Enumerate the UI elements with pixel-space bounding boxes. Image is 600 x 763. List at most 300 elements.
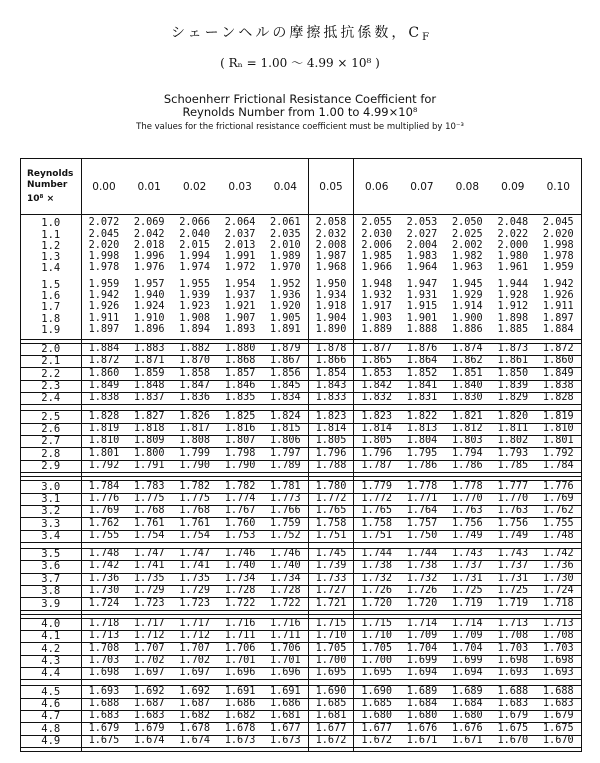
- coefficient-cell: 1.683: [490, 698, 535, 710]
- coefficient-cell: 1.978: [542, 251, 574, 263]
- coefficient-cell: 1.727: [308, 585, 353, 597]
- coefficient-cell: 1.675: [536, 723, 581, 735]
- coefficient-cell: 1.707: [172, 643, 217, 655]
- coefficient-cell: 1.947: [406, 278, 438, 290]
- coefficient-cell: 1.931: [406, 289, 438, 301]
- table-row: [21, 723, 581, 735]
- coefficient-cell: 1.823: [308, 411, 353, 423]
- coefficient-cell: 1.782: [172, 481, 217, 493]
- coefficient-cell: 1.824: [263, 411, 308, 423]
- coefficient-cell: 1.773: [263, 493, 308, 505]
- coefficient-cell: 1.750: [399, 530, 444, 542]
- table-row: [21, 530, 581, 542]
- coefficient-cell: 1.985: [361, 251, 393, 263]
- reynolds-number-cell: 1.6: [21, 291, 81, 302]
- coefficient-cell: 1.705: [354, 643, 399, 655]
- coefficient-cell: 1.937: [224, 289, 256, 301]
- reynolds-number-cell: 2.7: [21, 436, 81, 448]
- table-row: [21, 302, 581, 313]
- coefficient-cell: 1.880: [217, 343, 262, 355]
- coefficient-cell: 1.845: [263, 380, 308, 392]
- coefficient-cell: 1.770: [490, 493, 535, 505]
- coefficient-cell: 1.771: [399, 493, 444, 505]
- coefficient-cell: 1.700: [308, 655, 353, 667]
- coefficient-cell: 1.991: [224, 251, 256, 263]
- table-row: [21, 263, 581, 274]
- coefficient-cell: 1.862: [445, 356, 490, 368]
- coefficient-cell: 1.672: [308, 735, 353, 747]
- coefficient-cell: 1.678: [217, 723, 262, 735]
- coefficient-cell: 1.730: [536, 573, 581, 585]
- coefficient-cell: 1.806: [263, 436, 308, 448]
- coefficient-cell: 1.772: [308, 493, 353, 505]
- reynolds-number-cell: 3.6: [21, 561, 81, 573]
- coefficient-cell: 1.724: [536, 585, 581, 597]
- coefficient-cell: 1.765: [308, 505, 353, 517]
- coefficient-cell: 1.828: [81, 411, 126, 423]
- coefficient-cell: 1.780: [308, 481, 353, 493]
- coefficient-cell: 1.781: [263, 481, 308, 493]
- coefficient-cell: 1.910: [133, 312, 165, 324]
- coefficient-cell: 1.708: [490, 630, 535, 642]
- coefficient-cell: 1.734: [217, 573, 262, 585]
- coefficient-cell: 1.884: [542, 323, 574, 335]
- coefficient-cell: 1.683: [126, 710, 171, 722]
- table-row: [21, 518, 581, 530]
- coefficient-cell: 1.704: [445, 643, 490, 655]
- coefficient-cell: 2.030: [361, 228, 393, 240]
- row-header-line2: Number: [27, 179, 68, 190]
- column-header: 0.10: [536, 159, 581, 215]
- coefficient-cell: 1.673: [217, 735, 262, 747]
- coefficient-cell: 1.696: [263, 667, 308, 679]
- coefficient-cell: 2.010: [269, 239, 301, 251]
- coefficient-cell: 1.738: [354, 561, 399, 573]
- coefficient-cell: 1.747: [126, 548, 171, 560]
- reynolds-number-cell: 1.5: [21, 279, 81, 290]
- coefficient-cell: 1.730: [81, 585, 126, 597]
- coefficient-cell: 1.790: [217, 460, 262, 472]
- coefficient-cell: 1.926: [542, 289, 574, 301]
- coefficient-cell: 1.695: [354, 667, 399, 679]
- coefficient-cell: 1.751: [354, 530, 399, 542]
- coefficient-cell: 1.749: [445, 530, 490, 542]
- coefficient-cell: 1.777: [490, 481, 535, 493]
- coefficient-cell: 1.725: [445, 585, 490, 597]
- coefficient-cell: 1.891: [269, 323, 301, 335]
- coefficient-cell: 1.904: [308, 313, 353, 324]
- coefficient-cell: 1.827: [126, 411, 171, 423]
- coefficient-cell: 1.849: [536, 368, 581, 380]
- coefficient-cell: 1.748: [536, 530, 581, 542]
- coefficient-cell: 2.069: [133, 217, 165, 229]
- coefficient-cell: 1.814: [308, 423, 353, 435]
- coefficient-cell: 1.683: [81, 710, 126, 722]
- coefficient-cell: 1.715: [308, 618, 353, 630]
- coefficient-cell: 1.683: [536, 698, 581, 710]
- coefficient-cell: 1.964: [406, 262, 438, 274]
- coefficient-cell: 1.699: [445, 655, 490, 667]
- table-block-3-0-to-3-9: [21, 477, 581, 614]
- coefficient-cell: 1.980: [497, 251, 529, 263]
- coefficient-cell: 2.037: [224, 228, 256, 240]
- coefficient-cell: 1.826: [172, 411, 217, 423]
- coefficient-cell: 1.686: [263, 698, 308, 710]
- title-english-line1: Schoenherr Frictional Resistance Coefficient for: [163, 92, 437, 106]
- coefficient-cell: 1.670: [490, 735, 535, 747]
- coefficient-cell: 1.744: [399, 548, 444, 560]
- coefficient-cell: 1.900: [452, 312, 483, 324]
- coefficient-cell: 1.815: [263, 423, 308, 435]
- coefficient-cell: 1.873: [490, 343, 535, 355]
- coefficient-cell: 1.907: [224, 312, 256, 324]
- column-header: 0.01: [126, 159, 171, 215]
- table-row: [21, 493, 581, 505]
- coefficient-cell: 1.952: [269, 278, 301, 290]
- coefficient-cell: 1.796: [308, 448, 353, 460]
- coefficient-table: [21, 159, 581, 751]
- coefficient-cell: 1.805: [308, 436, 353, 448]
- coefficient-cell: 1.788: [308, 460, 353, 472]
- coefficient-cell: 1.868: [217, 356, 262, 368]
- coefficient-cell: 1.744: [354, 548, 399, 560]
- coefficient-cell: 1.776: [536, 481, 581, 493]
- coefficient-cell: 1.762: [81, 518, 126, 530]
- table-header-row: [21, 159, 581, 215]
- coefficient-cell: 1.694: [445, 667, 490, 679]
- reynolds-number-cell: 1.7: [21, 302, 81, 313]
- row-header-line1: Reynolds: [27, 168, 74, 179]
- coefficient-cell: 1.942: [542, 278, 574, 290]
- title-japanese: [0, 22, 600, 42]
- coefficient-cell: 1.792: [81, 460, 126, 472]
- coefficient-cell: 1.896: [133, 323, 165, 335]
- coefficient-cell: 1.756: [490, 518, 535, 530]
- coefficient-cell: 1.877: [354, 343, 399, 355]
- coefficient-cell: 1.746: [217, 548, 262, 560]
- coefficient-cell: 2.015: [179, 239, 210, 251]
- table-block-4-0-to-4-9: [21, 614, 581, 751]
- coefficient-cell: 1.923: [179, 301, 210, 313]
- coefficient-cell: 1.785: [490, 460, 535, 472]
- coefficient-cell: 1.733: [308, 573, 353, 585]
- coefficient-cell: 1.677: [354, 723, 399, 735]
- coefficient-cell: 1.724: [81, 598, 126, 610]
- coefficient-cell: 1.846: [217, 380, 262, 392]
- multiplier-note: The values for the frictional resistance coefficient must be multiplied by 10⁻³: [136, 122, 464, 132]
- reynolds-number-cell: 1.9: [21, 325, 81, 336]
- reynolds-number-cell: 4.2: [21, 643, 81, 655]
- table-block-2-0-to-2-9: [21, 339, 581, 476]
- coefficient-cell: 1.772: [354, 493, 399, 505]
- coefficient-cell: 1.676: [399, 723, 444, 735]
- coefficient-cell: 1.677: [308, 723, 353, 735]
- coefficient-cell: 1.983: [406, 251, 438, 263]
- column-header: 0.05: [308, 159, 353, 215]
- coefficient-cell: 1.692: [126, 686, 171, 698]
- table-row: [21, 279, 581, 290]
- coefficient-cell: 1.680: [354, 710, 399, 722]
- coefficient-cell: 1.775: [126, 493, 171, 505]
- coefficient-cell: 1.838: [81, 393, 126, 405]
- coefficient-cell: 1.836: [172, 393, 217, 405]
- coefficient-cell: 1.703: [536, 643, 581, 655]
- coefficient-cell: 1.680: [399, 710, 444, 722]
- coefficient-cell: 1.713: [81, 630, 126, 642]
- reynolds-number-cell: 1.0: [21, 218, 81, 229]
- coefficient-cell: 1.679: [490, 710, 535, 722]
- coefficient-cell: 2.055: [361, 217, 393, 229]
- coefficient-cell: 1.872: [536, 343, 581, 355]
- table-row: [21, 505, 581, 517]
- coefficient-cell: 1.738: [399, 561, 444, 573]
- coefficient-cell: 1.802: [490, 436, 535, 448]
- table-row: [21, 313, 581, 324]
- coefficient-cell: 1.856: [263, 368, 308, 380]
- coefficient-cell: 2.042: [133, 228, 165, 240]
- coefficient-cell: 1.766: [263, 505, 308, 517]
- coefficient-cell: 1.755: [81, 530, 126, 542]
- title-japanese-subscript: F: [422, 32, 430, 43]
- coefficient-cell: 1.798: [217, 448, 262, 460]
- reynolds-number-cell: 3.0: [21, 481, 81, 493]
- coefficient-cell: 2.048: [497, 217, 529, 229]
- coefficient-cell: 1.701: [263, 655, 308, 667]
- coefficient-cell: 1.714: [399, 618, 444, 630]
- coefficient-cell: 1.897: [88, 323, 120, 335]
- coefficient-cell: 2.072: [88, 217, 120, 229]
- reynolds-number-cell: 3.4: [21, 530, 81, 542]
- coefficient-cell: 1.893: [224, 323, 256, 335]
- coefficient-cell: 2.013: [224, 239, 256, 251]
- coefficient-cell: 1.732: [399, 573, 444, 585]
- coefficient-cell: 1.677: [263, 723, 308, 735]
- coefficient-cell: 1.753: [217, 530, 262, 542]
- coefficient-cell: 1.685: [354, 698, 399, 710]
- coefficient-cell: 2.002: [452, 239, 483, 251]
- coefficient-cell: 1.756: [445, 518, 490, 530]
- coefficient-cell: 1.671: [399, 735, 444, 747]
- table-row: [21, 343, 581, 355]
- coefficient-cell: 1.908: [179, 312, 210, 324]
- coefficient-cell: 1.810: [536, 423, 581, 435]
- reynolds-number-cell: 4.3: [21, 655, 81, 667]
- reynolds-number-cell: 2.4: [21, 393, 81, 405]
- table-row: [21, 423, 581, 435]
- coefficient-cell: 1.697: [126, 667, 171, 679]
- coefficient-cell: 1.987: [308, 252, 353, 263]
- coefficient-cell: 1.723: [126, 598, 171, 610]
- coefficient-cell: 1.734: [263, 573, 308, 585]
- coefficient-cell: 1.693: [536, 667, 581, 679]
- coefficient-cell: 1.831: [399, 393, 444, 405]
- coefficient-cell: 1.801: [536, 436, 581, 448]
- table-row: [21, 548, 581, 560]
- coefficient-cell: 1.819: [81, 423, 126, 435]
- coefficient-cell: 1.829: [490, 393, 535, 405]
- coefficient-cell: 1.890: [308, 325, 353, 336]
- coefficient-cell: 1.759: [263, 518, 308, 530]
- coefficient-cell: 1.713: [490, 618, 535, 630]
- coefficient-cell: 1.840: [445, 380, 490, 392]
- coefficient-cell: 1.834: [263, 393, 308, 405]
- coefficient-cell: 1.675: [490, 723, 535, 735]
- coefficient-cell: 1.778: [399, 481, 444, 493]
- coefficient-cell: 1.959: [88, 278, 120, 290]
- coefficient-cell: 1.778: [445, 481, 490, 493]
- coefficient-cell: 1.818: [126, 423, 171, 435]
- reynolds-number-cell: 4.1: [21, 630, 81, 642]
- table-row: [21, 368, 581, 380]
- coefficient-cell: 1.889: [361, 323, 393, 335]
- reynolds-number-cell: 4.9: [21, 735, 81, 747]
- table-row: [21, 380, 581, 392]
- coefficient-cell: 1.679: [81, 723, 126, 735]
- coefficient-cell: 1.779: [354, 481, 399, 493]
- coefficient-cell: 2.058: [308, 218, 353, 229]
- coefficient-table-frame: [20, 158, 582, 752]
- table-row: [21, 630, 581, 642]
- coefficient-cell: 1.828: [536, 393, 581, 405]
- coefficient-cell: 1.740: [217, 561, 262, 573]
- coefficient-cell: 1.882: [172, 343, 217, 355]
- coefficient-cell: 1.803: [445, 436, 490, 448]
- coefficient-cell: 1.679: [126, 723, 171, 735]
- coefficient-cell: 1.963: [452, 262, 483, 274]
- table-row: [21, 561, 581, 573]
- reynolds-number-cell: 3.7: [21, 573, 81, 585]
- coefficient-cell: 2.000: [497, 239, 529, 251]
- coefficient-cell: 1.703: [490, 643, 535, 655]
- coefficient-cell: 1.681: [263, 710, 308, 722]
- coefficient-cell: 1.682: [217, 710, 262, 722]
- table-row: [21, 655, 581, 667]
- coefficient-cell: 1.698: [536, 655, 581, 667]
- reynolds-number-cell: 3.2: [21, 505, 81, 517]
- coefficient-cell: 2.061: [269, 217, 301, 229]
- coefficient-cell: 1.842: [354, 380, 399, 392]
- coefficient-cell: 1.707: [126, 643, 171, 655]
- coefficient-cell: 1.859: [126, 368, 171, 380]
- coefficient-cell: 1.716: [263, 618, 308, 630]
- column-header: 0.08: [445, 159, 490, 215]
- coefficient-cell: 1.865: [354, 356, 399, 368]
- coefficient-cell: 1.976: [133, 262, 165, 274]
- coefficient-cell: 1.898: [497, 312, 529, 324]
- coefficient-cell: 1.915: [406, 301, 438, 313]
- coefficient-cell: 1.805: [354, 436, 399, 448]
- coefficient-cell: 1.968: [308, 263, 353, 274]
- coefficient-cell: 1.687: [172, 698, 217, 710]
- coefficient-cell: 1.674: [126, 735, 171, 747]
- coefficient-cell: 1.747: [172, 548, 217, 560]
- coefficient-cell: 1.743: [490, 548, 535, 560]
- reynolds-number-cell: 1.4: [21, 263, 81, 274]
- coefficient-cell: 1.770: [445, 493, 490, 505]
- coefficient-cell: 1.835: [217, 393, 262, 405]
- table-row: [21, 325, 581, 336]
- coefficient-cell: 1.878: [308, 343, 353, 355]
- coefficient-cell: 1.722: [217, 598, 262, 610]
- coefficient-cell: 1.800: [126, 448, 171, 460]
- coefficient-cell: 1.808: [172, 436, 217, 448]
- coefficient-cell: 1.737: [490, 561, 535, 573]
- coefficient-cell: 1.704: [399, 643, 444, 655]
- coefficient-cell: 1.686: [217, 698, 262, 710]
- reynolds-number-cell: 3.8: [21, 585, 81, 597]
- reynolds-number-cell: 2.0: [21, 343, 81, 355]
- column-header: 0.03: [217, 159, 262, 215]
- coefficient-cell: 1.748: [81, 548, 126, 560]
- coefficient-cell: 1.872: [81, 356, 126, 368]
- coefficient-cell: 1.699: [399, 655, 444, 667]
- coefficient-cell: 1.742: [81, 561, 126, 573]
- coefficient-cell: 1.848: [126, 380, 171, 392]
- coefficient-cell: 1.714: [445, 618, 490, 630]
- coefficient-cell: 2.050: [452, 217, 483, 229]
- coefficient-cell: 1.886: [452, 323, 483, 335]
- coefficient-cell: 1.792: [536, 448, 581, 460]
- coefficient-cell: 2.020: [88, 239, 120, 251]
- coefficient-cell: 1.689: [399, 686, 444, 698]
- coefficient-cell: 1.966: [361, 262, 393, 274]
- table-row: [21, 710, 581, 722]
- coefficient-cell: 1.860: [81, 368, 126, 380]
- coefficient-cell: 1.711: [217, 630, 262, 642]
- table-row: [21, 356, 581, 368]
- coefficient-cell: 1.917: [361, 301, 393, 313]
- coefficient-cell: 2.018: [133, 239, 165, 251]
- coefficient-cell: 2.045: [88, 228, 120, 240]
- coefficient-cell: 1.762: [536, 505, 581, 517]
- coefficient-cell: 1.936: [269, 289, 301, 301]
- coefficient-cell: 1.754: [126, 530, 171, 542]
- coefficient-cell: 1.884: [81, 343, 126, 355]
- coefficient-cell: 1.839: [490, 380, 535, 392]
- reynolds-number-cell: 1.3: [21, 252, 81, 263]
- row-header-line3: 10⁸ ×: [27, 193, 55, 204]
- coefficient-cell: 1.851: [445, 368, 490, 380]
- coefficient-cell: 1.689: [445, 686, 490, 698]
- coefficient-cell: 1.787: [354, 460, 399, 472]
- coefficient-cell: 1.804: [399, 436, 444, 448]
- coefficient-cell: 2.006: [361, 239, 393, 251]
- coefficient-cell: 1.830: [445, 393, 490, 405]
- coefficient-cell: 2.064: [224, 217, 256, 229]
- coefficient-cell: 1.708: [81, 643, 126, 655]
- coefficient-cell: 1.833: [308, 393, 353, 405]
- coefficient-cell: 1.885: [497, 323, 529, 335]
- coefficient-cell: 1.822: [399, 411, 444, 423]
- coefficient-cell: 1.719: [490, 598, 535, 610]
- reynolds-number-cell: 2.3: [21, 380, 81, 392]
- coefficient-cell: 1.861: [490, 356, 535, 368]
- coefficient-cell: 1.728: [217, 585, 262, 597]
- reynolds-number-cell: 2.6: [21, 423, 81, 435]
- coefficient-cell: 2.066: [179, 217, 210, 229]
- coefficient-cell: 1.701: [217, 655, 262, 667]
- coefficient-cell: 1.712: [126, 630, 171, 642]
- coefficient-cell: 1.685: [308, 698, 353, 710]
- coefficient-cell: 1.860: [536, 356, 581, 368]
- reynolds-number-cell: 3.1: [21, 493, 81, 505]
- coefficient-cell: 1.820: [490, 411, 535, 423]
- coefficient-cell: 1.790: [172, 460, 217, 472]
- coefficient-cell: 1.746: [263, 548, 308, 560]
- coefficient-cell: 1.688: [490, 686, 535, 698]
- coefficient-cell: 1.796: [354, 448, 399, 460]
- coefficient-cell: 1.783: [126, 481, 171, 493]
